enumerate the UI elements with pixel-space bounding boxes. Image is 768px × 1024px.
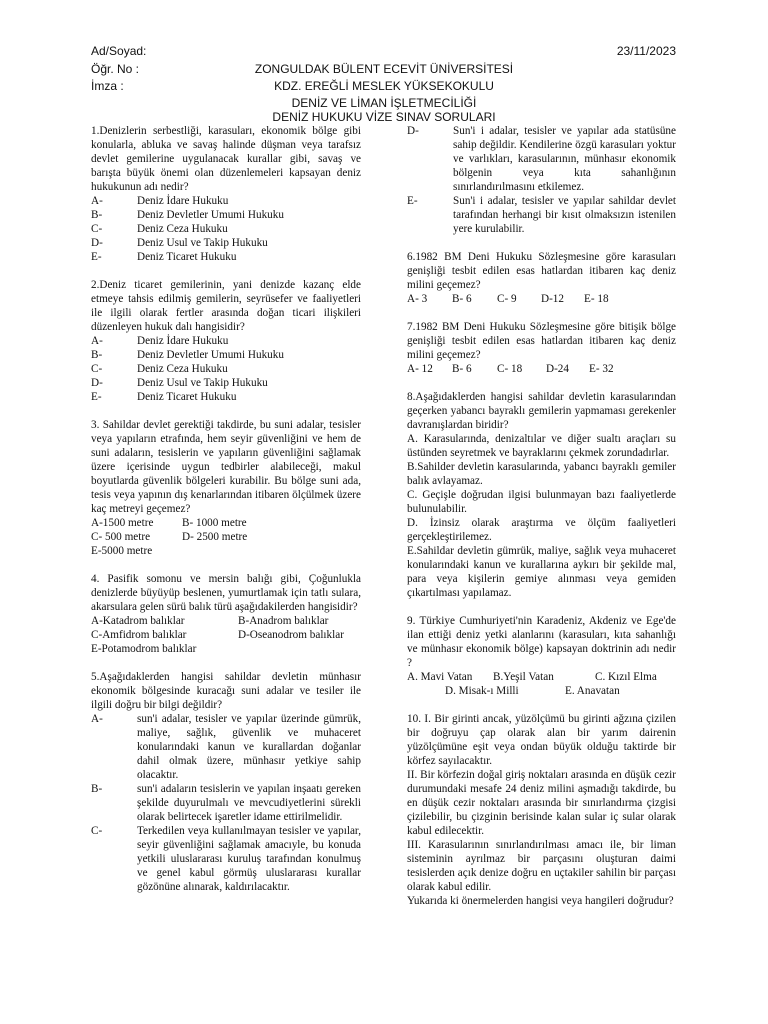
question-2-option-e [91,390,361,404]
question-2 [91,278,361,404]
option-text: Deniz Usul ve Takip Hukuku [137,237,268,249]
option-text: Terkedilen veya kullanılmayan tesisler ve yapılar, seyir güvenliğini sağlamak amacıyle, bu konuda yetkili uluslararası kuruluş tarafından konulmuş ve genel kabul görmüş uluslararası kurallar gözönüne alınarak, kaldırılacaktır. [137,825,361,893]
question-3-options-row-1 [91,516,361,530]
student-no-label: Öğr. No : [91,62,140,76]
question-5 [91,670,361,894]
question-5-continued [407,124,676,236]
option-label: D- [407,125,419,137]
option-e: E-Potamodrom balıklar [91,643,197,655]
name-label: Ad/Soyad: [91,44,147,58]
right-column [407,124,676,922]
question-3-options-row-2 [91,530,361,544]
question-5-option-a [91,712,361,782]
option-d: D- 2500 metre [182,531,248,543]
question-5-stem: 5.Aşağıdaklerden hangisi sahildar devletin münhasır ekonomik bölgesinde kuracağı suni adalar ve tesiler ile ilgili doğru bir bilgi değildir? [91,671,361,711]
question-9-stem: 9. Türkiye Cumhuriyeti'nin Karadeniz, Akdeniz ve Ege'de ilan ettiği deniz yetki alanlarını (karasuları, kıta sahanlığı ve münhasır ekonomik bölge) kapsayan doktrinin adı nedir ? [407,615,676,669]
option-text: Deniz Ceza Hukuku [137,223,228,235]
question-1 [91,124,361,264]
option-text: sun'i adalar, tesisler ve yapılar üzerinde gümrük, maliye, sağlık, güvenlik ve muhaceret konularındaki kanun ve kurallardan doğanlar dahil olmak üzere, münhasır yetkiye sahip olacaktır. [137,713,361,781]
question-2-option-a [91,334,361,348]
option-a: A- 3 [407,293,428,305]
option-label: C- [91,223,103,235]
option-text: Deniz Ceza Hukuku [137,363,228,375]
question-1-option-d [91,236,361,250]
option-text: Sun'i i adalar, tesisler ve yapılar sahildar devlet tarafından herhangi bir kısıt olmaksızın istenilen yere kurulabilir. [453,195,676,235]
option-text: Deniz İdare Hukuku [137,335,229,347]
option-b: B.Yeşil Vatan [493,671,554,683]
exam-title: DENİZ HUKUKU VİZE SINAV SORULARI [272,110,496,124]
option-b: B- 6 [452,293,472,305]
option-label: A- [91,335,103,347]
question-7-options [407,362,676,376]
question-6-options [407,292,676,306]
question-8-option-a: A. Karasularında, denizaltılar ve diğer sualtı araçları su üstünden seyretmek ve bayraklarını çekmek zorundadırlar. [407,433,676,459]
option-label: D- [91,377,103,389]
question-4-options-row-1 [91,614,361,628]
option-label: C- [91,363,103,375]
school-name: KDZ. EREĞLİ MESLEK YÜKSEKOKULU [274,79,494,93]
option-c: C- 9 [497,293,517,305]
option-label: A- [91,713,103,725]
option-label: B- [91,783,103,795]
question-10-prompt: Yukarıda ki önermelerden hangisi veya hangileri doğrudur? [407,895,674,907]
option-text: Deniz Devletler Umumi Hukuku [137,209,284,221]
question-2-option-d [91,376,361,390]
option-a: A-Katadrom balıklar [91,615,185,627]
question-2-option-b [91,348,361,362]
option-d: D-12 [541,293,564,305]
question-1-option-e [91,250,361,264]
question-2-option-c [91,362,361,376]
option-text: Deniz Ticaret Hukuku [137,251,237,263]
question-4-stem: 4. Pasifik somonu ve mersin balığı gibi, Çoğunlukla denizlerde büyüyüp beslenen, yumurtlamak için tatlı sulara, akarsulara gelen sürü balık türü aşağıdakilerden hangisidir? [91,573,361,613]
signature-label: İmza : [91,79,124,93]
question-2-stem: 2.Deniz ticaret gemilerinin, yani denizde kazanç elde etmeye tahsis edilmiş gemilerin, seyrüsefer ve faaliyetleri ile ilgili olarak fertler arasında doğan ticari ilişkileri düzenleyen hukuk dalı hangisidir? [91,279,361,333]
question-1-option-a [91,194,361,208]
question-10-statement-3: III. Karasularının sınırlandırılması amacı ile, bir liman sisteminin ayrılmaz bir parçasını oluşturan daimi tesislerden açık denize doğru en uçtakiler sahilin bir parçası olarak kabul edilir. [407,839,676,893]
question-4 [91,572,361,656]
option-e: E- 18 [584,293,609,305]
question-6 [407,250,676,306]
option-e: E. Anavatan [565,685,620,697]
option-text: Deniz Usul ve Takip Hukuku [137,377,268,389]
option-d: D-24 [546,363,569,375]
question-6-stem: 6.1982 BM Deni Hukuku Sözleşmesine göre karasuları genişliği tesbit edilen esas hatlardan itibaren kaç deniz milini geçemez? [407,251,676,291]
option-a: A. Mavi Vatan [407,671,473,683]
program-name: DENİZ VE LİMAN İŞLETMECİLİĞİ [291,96,477,110]
option-label: B- [91,209,103,221]
option-label: C- [91,825,103,837]
option-label: E- [91,391,102,403]
option-b: B- 6 [452,363,472,375]
question-4-options-row-2 [91,628,361,642]
question-8-stem: 8.Aşağıdaklerden hangisi sahildar devletin karasularından geçerken yabancı bayraklı gemilerin yapmaması gerekenler davranışlardan biridir? [407,391,676,431]
option-text: sun'i adaların tesislerin ve yapılan inşaatı gereken şekilde duyurulmalı ve mevcudiyetlerini sürekli olarak belirtecek işaretler idame ettirilmelidir. [137,783,361,823]
option-a: A-1500 metre [91,517,154,529]
option-label: E- [91,251,102,263]
question-7 [407,320,676,376]
exam-date: 23/11/2023 [616,44,676,58]
option-c: C- 500 metre [91,531,151,543]
question-7-stem: 7.1982 BM Deni Hukuku Sözleşmesine göre bitişik bölge genişliği tesbit edilen esas hatlardan itibaren kaç deniz milini geçemez? [407,321,676,361]
question-8-option-c: C. Geçişle doğrudan ilgisi bulunmayan bazı faaliyetlerde bulunulabilir. [407,489,676,515]
option-b: B-Anadrom balıklar [238,615,329,627]
question-9-options-row-2 [407,684,676,698]
option-e: E- 32 [589,363,614,375]
question-10 [407,712,676,908]
option-b: B- 1000 metre [182,517,247,529]
option-c: C. Kızıl Elma [595,671,657,683]
question-9 [407,614,676,698]
question-9-options-row-1 [407,670,676,684]
question-10-statement-2: II. Bir körfezin doğal giriş noktaları arasında en düşük cezir durumundaki mesafe 24 deniz milini aşmadığı takdirde, bu en düşük cezir noktaları arasında bir sınırlandırma çizgisi çizilebilir, bu çizginin berisinde kalan sular iç sular olarak kabul edilecektir. [407,769,676,837]
option-text: Deniz İdare Hukuku [137,195,229,207]
option-e: E-5000 metre [91,545,153,557]
option-c: C- 18 [497,363,523,375]
question-1-stem: 1.Denizlerin serbestliği, karasuları, ekonomik bölge gibi konularla, abluka ve savaş halinde düşman veya tarafsız devlet gemilerine uygulanacak kurallar gibi, savaş ve barışta büyük önemi olan düzenlemeleri kapsayan deniz hukukunun adı nedir? [91,125,361,193]
question-8 [407,390,676,600]
question-5-option-b [91,782,361,824]
university-name: ZONGULDAK BÜLENT ECEVİT ÜNİVERSİTESİ [254,62,514,76]
question-5-option-c [91,824,361,894]
option-text: Deniz Ticaret Hukuku [137,391,237,403]
option-label: E- [407,195,418,207]
question-1-option-b [91,208,361,222]
question-3 [91,418,361,558]
question-8-option-d: D. İzinsiz olarak araştırma ve ölçüm faaliyetleri gerçekleştirilemez. [407,517,676,543]
question-5-option-d [407,124,676,194]
left-column [91,124,361,908]
question-5-option-e [407,194,676,236]
option-d: D. Misak-ı Milli [445,685,519,697]
option-c: C-Amfidrom balıklar [91,629,187,641]
option-label: A- [91,195,103,207]
option-label: D- [91,237,103,249]
question-8-option-b: B.Sahilder devletin karasularında, yabancı bayraklı gemiler balık avlayamaz. [407,461,676,487]
question-8-option-e: E.Sahildar devletin gümrük, maliye, sağlık veya muhaceret konularındaki kanun ve kurallarına aykırı bir şekilde mal, para veya kişilerin gemiye alınması veya gemiden çıkartılması yapılamaz. [407,545,676,599]
option-text: Deniz Devletler Umumi Hukuku [137,349,284,361]
question-1-option-c [91,222,361,236]
option-d: D-Oseanodrom balıklar [238,629,344,641]
question-10-statement-1: 10. I. Bir girinti ancak, yüzölçümü bu girinti ağzına çizilen bir doğruyu çap olarak alan bir yarım dairenin yüzölçümüne eşit veya ondan büyük olduğu taktirde bir körfez sayılacaktır. [407,713,676,767]
option-a: A- 12 [407,363,433,375]
option-label: B- [91,349,103,361]
option-text: Sun'i i adalar, tesisler ve yapılar ada statüsüne sahip değildir. Kendilerine özgü karasuları yoktur ve varlıkları, karasularının, münhasır ekonomik bölgenin veya kıta sahanlığının sınırlandırılmasını etkilemez. [453,125,676,193]
question-3-stem: 3. Sahildar devlet gerektiği takdirde, bu suni adalar, tesisler veya yapıların etrafında, hem seyir güvenliğini ve hem de suni adaların, tesislerin ve yapıların güvenliğini sağlamak üzere içerisinde uygun tedbirler alabileceği, makul boyutlarda güvenlik bölgeleri kurabilir. Bu bölge suni ada, tesis veya yapının dış kenarlarından itibaren ölçülmek üzere kaç metreyi geçemez? [91,419,361,515]
